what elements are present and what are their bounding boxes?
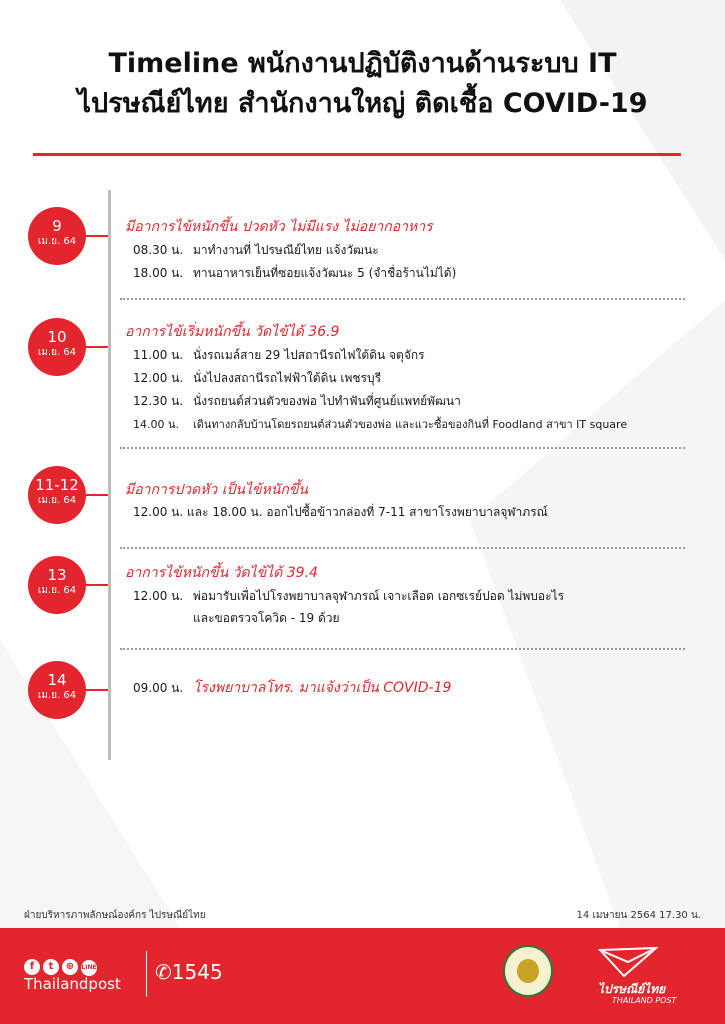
event-separator <box>120 547 685 549</box>
twitter-icon[interactable]: t <box>43 959 59 975</box>
social-icons <box>24 954 100 976</box>
logo-subtext: THAILAND POST <box>612 996 677 1005</box>
event-item: 14.00 น. เดินทางกลับบ้านโดยรถยนต์ส่วนตัวของพ่อ และแวะซื้อของกินที่ Foodland สาขา IT square <box>133 418 628 431</box>
badge-connector <box>86 235 108 237</box>
timeline-axis <box>108 190 111 760</box>
event-heading: อาการไข้หนักขึ้น วัดไข้ได้ 39.4 <box>125 565 318 581</box>
event-heading: อาการไข้เริ่มหนักขึ้น วัดไข้ได้ 36.9 <box>125 324 340 340</box>
event-item: 08.30 น. มาทำงานที่ ไปรษณีย์ไทย แจ้งวัฒนะ <box>133 243 379 257</box>
date-badge-13: 13 เม.ย. 64 <box>28 556 86 614</box>
department-credit: ฝ่ายบริหารภาพลักษณ์องค์กร ไปรษณีย์ไทย <box>24 910 206 921</box>
event-item-continuation: และขอตรวจโควิด - 19 ด้วย <box>193 611 340 625</box>
page-title <box>0 44 725 124</box>
date-badge-11-12: 11-12 เม.ย. 64 <box>28 466 86 524</box>
logo-wordmark: ไปรษณีย์ไทย <box>598 982 666 996</box>
event-item: 18.00 น. ทานอาหารเย็นที่ซอยแจ้งวัฒนะ 5 (จำชื่อร้านไม่ได้) <box>133 266 457 280</box>
thailand-post-logo-icon <box>598 946 658 978</box>
event-separator <box>120 648 685 650</box>
event-item: 09.00 น. โรงพยาบาลโทร. มาแจ้งว่าเป็น COVID-19 <box>133 680 452 696</box>
title-line-1: Timeline พนักงานปฏิบัติงานด้านระบบ IT <box>108 48 617 79</box>
event-item: 12.00 น. นั่งไปลงสถานีรถไฟฟ้าใต้ดิน เพชรบุรี <box>133 371 382 385</box>
title-divider <box>33 153 681 156</box>
phone-icon: ✆ <box>155 960 172 984</box>
date-badge-9: 9 เม.ย. 64 <box>28 207 86 265</box>
event-item: 12.00 น. และ 18.00 น. ออกไปซื้อข้าวกล่องที่ 7-11 สาขาโรงพยาบาลจุฬาภรณ์ <box>133 505 548 519</box>
social-handle[interactable]: Thailandpost <box>24 975 121 993</box>
hotline-number: 1545 <box>171 960 223 984</box>
organization-seal-icon <box>503 945 553 997</box>
hotline[interactable] <box>155 960 223 984</box>
event-item: 12.30 น. นั่งรถยนต์ส่วนตัวของพ่อ ไปทำฟันที่ศูนย์แพทย์พัฒนา <box>133 394 461 408</box>
event-item: 11.00 น. นั่งรถเมล์สาย 29 ไปสถานีรถไฟใต้ดิน จตุจักร <box>133 348 425 362</box>
badge-connector <box>86 584 108 586</box>
date-badge-14: 14 เม.ย. 64 <box>28 661 86 719</box>
badge-connector <box>86 346 108 348</box>
web-icon[interactable]: ⊕ <box>62 959 78 975</box>
title-line-2: ไปรษณีย์ไทย สำนักงานใหญ่ ติดเชื้อ COVID-19 <box>77 88 648 119</box>
badge-connector <box>86 494 108 496</box>
event-heading: มีอาการปวดหัว เป็นไข้หนักขึ้น <box>125 482 309 498</box>
publish-timestamp: 14 เมษายน 2564 17.30 น. <box>576 910 701 921</box>
footer-divider <box>146 951 147 997</box>
event-separator <box>120 447 685 449</box>
event-separator <box>120 298 685 300</box>
date-badge-10: 10 เม.ย. 64 <box>28 318 86 376</box>
badge-connector <box>86 689 108 691</box>
event-item: 12.00 น. พ่อมารับเพื่อไปโรงพยาบาลจุฬาภรณ์ เจาะเลือด เอกซเรย์ปอด ไม่พบอะไร <box>133 589 565 603</box>
line-icon[interactable]: LINE <box>81 960 97 976</box>
facebook-icon[interactable]: f <box>24 959 40 975</box>
event-heading: มีอาการไข้หนักขึ้น ปวดหัว ไม่มีแรง ไม่อยากอาหาร <box>125 219 433 235</box>
